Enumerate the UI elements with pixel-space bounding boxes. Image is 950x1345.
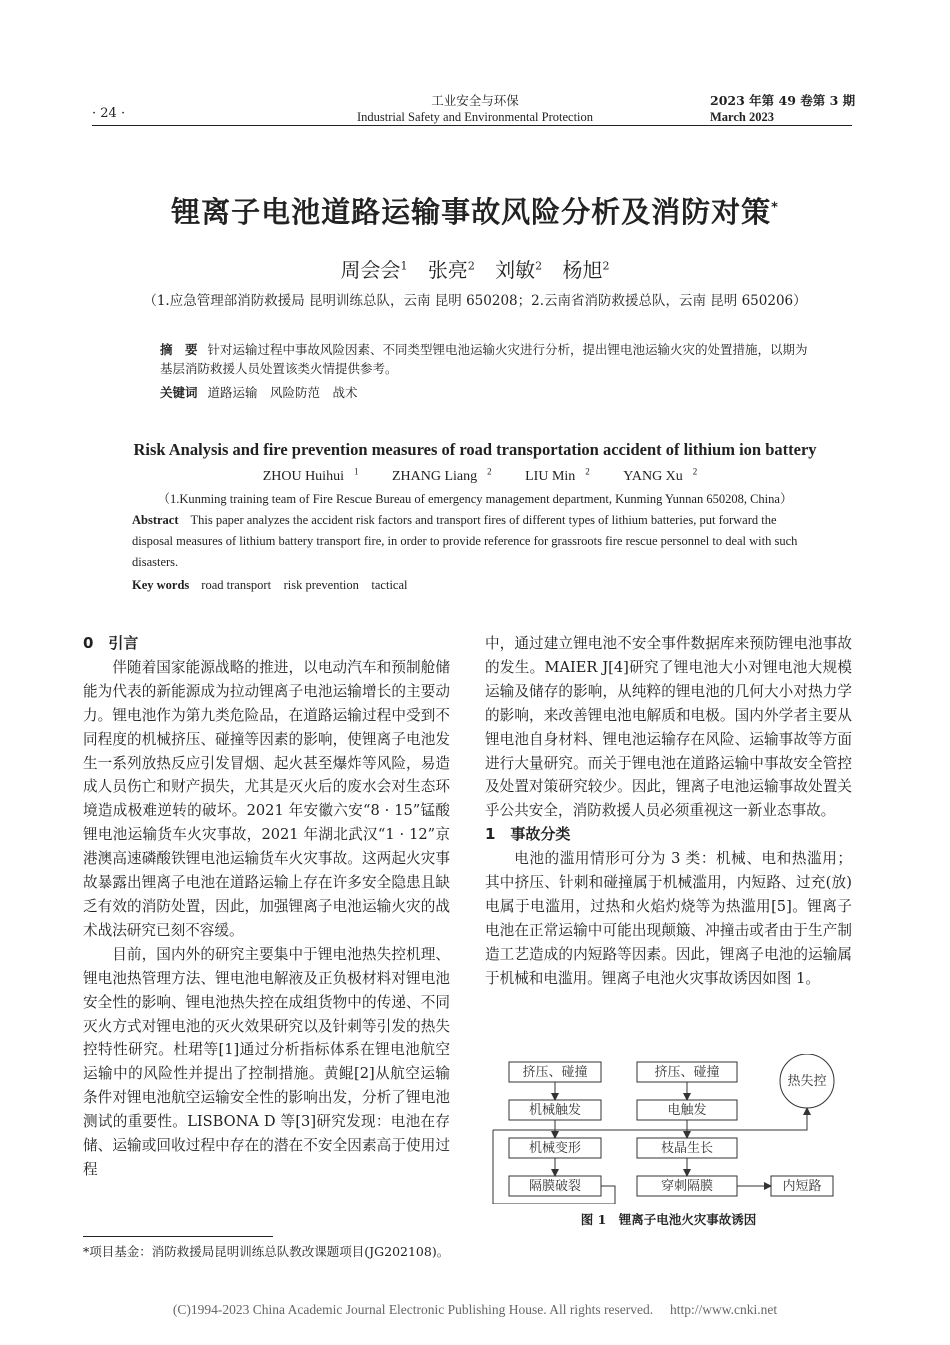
english-affiliation: （1.Kunming training team of Fire Rescue Bureau of emergency management department, Kunming Yunnan 650208, China） bbox=[157, 492, 793, 506]
paper-title bbox=[60, 190, 890, 231]
section-heading-classification: 1 事故分类 bbox=[485, 825, 571, 844]
journal-name-cn: 工业安全与环保 bbox=[431, 93, 519, 108]
paragraph: 电池的滥用情形可分为 3 类：机械、电和热滥用；其中挤压、针刺和碰撞属于机械滥用，内短路、过充(放)电属于电滥用，过热和火焰灼烧等为热滥用[5]。锂离子电池在正常运输中可能出现颠簸、冲撞击或者由于生产制造工艺造成的内短路等因素。因此，锂离子电池的运输属于机械和电滥用。锂离子电池火灾事故诱因如图 1。 bbox=[485, 850, 852, 987]
author: 刘敏$^2$ bbox=[495, 258, 543, 282]
issue-cn: 2023 年第 49 卷第 3 期 bbox=[710, 93, 856, 108]
paragraph: 伴随着国家能源战略的推进，以电动汽车和预制舱储能为代表的新能源成为拉动锂离子电池运输增长的主要动力。锂电池作为第九类危险品，在道路运输过程中受到不同程度的机械挤压、碰撞等因素的影响，使锂离子电池发生一系列放热反应引发冒烟、起火甚至爆炸等风险，易造成人员伤亡和财产损失，尤其是灭火后的废水会对生态环境造成极难逆转的破坏。2021 年安徽六安“8 · 15”锰酸锂电池运输货车火灾事故，2021 年湖北武汉“1 · 12”京港澳高速磷酸铁锂电池运输货车火灾事故。这两起火灾事故暴露出锂离子电池在道路运输上存在许多安全隐患且缺乏有效的消防处置，因此，加强锂离子电池运输火灾的战术战法研究已刻不容缓。 bbox=[83, 658, 450, 939]
keywords-label: 关键词 bbox=[160, 385, 198, 400]
diagram-label: 机械触发 bbox=[528, 1103, 582, 1118]
diagram-label: 隔膜破裂 bbox=[528, 1179, 582, 1194]
diagram-label: 热失控 bbox=[787, 1074, 827, 1089]
right-column bbox=[485, 632, 852, 991]
english-author: ZHOU Huihui $^1$ bbox=[262, 466, 359, 484]
copyright-footer: (C)1994-2023 China Academic Journal Electronic Publishing House. All rights reserved. http://www.cnki.net bbox=[172, 1302, 778, 1317]
issue-info bbox=[710, 92, 855, 126]
author-list bbox=[60, 254, 890, 283]
paper-title-text: 锂离子电池道路运输事故风险分析及消防对策 bbox=[171, 195, 772, 229]
diagram-label: 电触发 bbox=[667, 1103, 707, 1118]
english-title: Risk Analysis and fire prevention measures of road transportation accident of lithium ion battery bbox=[133, 440, 817, 459]
figure-caption: 图 1 锂离子电池火灾事故诱因 bbox=[580, 1212, 757, 1227]
abstract-text: 针对运输过程中事故风险因素、不同类型锂电池运输火灾进行分析，提出锂电池运输火灾的处置措施，以期为基层消防救援人员处置该类火情提供参考。 bbox=[160, 342, 808, 376]
issue-en: March 2023 bbox=[710, 110, 774, 124]
figure-1-diagram bbox=[485, 1054, 855, 1204]
paragraph: 目前，国内外的研究主要集中于锂电池热失控机理、锂电池热管理方法、锂电池电解液及正负极材料对锂电池安全性的影响、锂电池热失控在成组货物中的传递、不同灭火方式对锂电池的灭火效果研究以及针刺等引发的热失控特性研究。杜珺等[1]通过分析指标体系在锂电池航空运输中的风险性并提出了控制措施。黄鲲[2]从航空运输条件对锂电池航空运输安全性的影响出发，分析了锂电池测试的重要性。LISBONA D 等[3]研究发现：电池在存储、运输或回收过程中存在的潜在不安全因素高于使用过程 bbox=[83, 945, 450, 1178]
footnote-rule bbox=[83, 1236, 273, 1237]
english-abstract bbox=[132, 510, 812, 573]
english-author-list bbox=[60, 466, 890, 485]
english-keywords bbox=[132, 575, 812, 596]
page-number: · 24 · bbox=[92, 106, 126, 121]
english-keywords-text: road transport risk prevention tactical bbox=[201, 578, 408, 592]
abstract-label: 摘 要 bbox=[160, 342, 198, 357]
author: 张亮$^2$ bbox=[427, 258, 475, 282]
english-author: LIU Min $^2$ bbox=[525, 466, 590, 484]
title-footnote-mark: * bbox=[771, 200, 779, 216]
diagram-label: 挤压、碰撞 bbox=[654, 1065, 720, 1080]
left-column bbox=[83, 632, 450, 1182]
english-author: ZHANG Liang $^2$ bbox=[391, 466, 492, 484]
author: 杨旭$^2$ bbox=[562, 258, 610, 282]
keywords-cn bbox=[160, 383, 810, 402]
english-abstract-text: This paper analyzes the accident risk factors and transport fires of different types of lithium batteries, put forward the disposal measures of lithium battery transport fire, in order to provide reference for grassroots fire rescue personnel to deal with such disasters. bbox=[132, 513, 798, 569]
author: 周会会$^1$ bbox=[340, 258, 408, 282]
journal-name bbox=[300, 92, 650, 126]
abstract-cn bbox=[160, 340, 810, 378]
paragraph: 中，通过建立锂电池不安全事件数据库来预防锂电池事故的发生。MAIER J[4]研究了锂电池大小对锂电池大规模运输及储存的影响，从纯粹的锂电池的几何大小对热力学的影响，来改善锂电池电解质和电极。国内外学者主要从锂电池自身材料、锂电池运输存在风险、运输事故等方面进行大量研究。而关于锂电池在道路运输中事故安全管控及处置对策研究较少。因此，锂离子电池运输事故处置关乎公共安全，消防救援人员必须重视这一新业态事故。 bbox=[485, 635, 852, 820]
diagram-label: 挤压、碰撞 bbox=[522, 1065, 588, 1080]
english-author: YANG Xu $^2$ bbox=[623, 466, 698, 484]
footnote: *项目基金：消防救援局昆明训练总队教改课题项目(JG202108)。 bbox=[83, 1244, 450, 1259]
journal-name-en: Industrial Safety and Environmental Protection bbox=[356, 110, 594, 124]
affiliation: （1.应急管理部消防救援局 昆明训练总队，云南 昆明 650208；2.云南省消防救援总队，云南 昆明 650206） bbox=[143, 293, 807, 309]
diagram-label: 枝晶生长 bbox=[660, 1141, 714, 1156]
diagram-label: 机械变形 bbox=[528, 1141, 582, 1156]
diagram-label: 内短路 bbox=[782, 1179, 822, 1194]
english-abstract-label: Abstract bbox=[132, 513, 179, 527]
section-heading-intro: 0 引言 bbox=[83, 634, 139, 652]
diagram-label: 穿刺隔膜 bbox=[660, 1179, 714, 1194]
header-rule bbox=[92, 125, 852, 126]
english-keywords-label: Key words bbox=[132, 578, 190, 592]
keywords-text: 道路运输 风险防范 战术 bbox=[207, 385, 358, 400]
